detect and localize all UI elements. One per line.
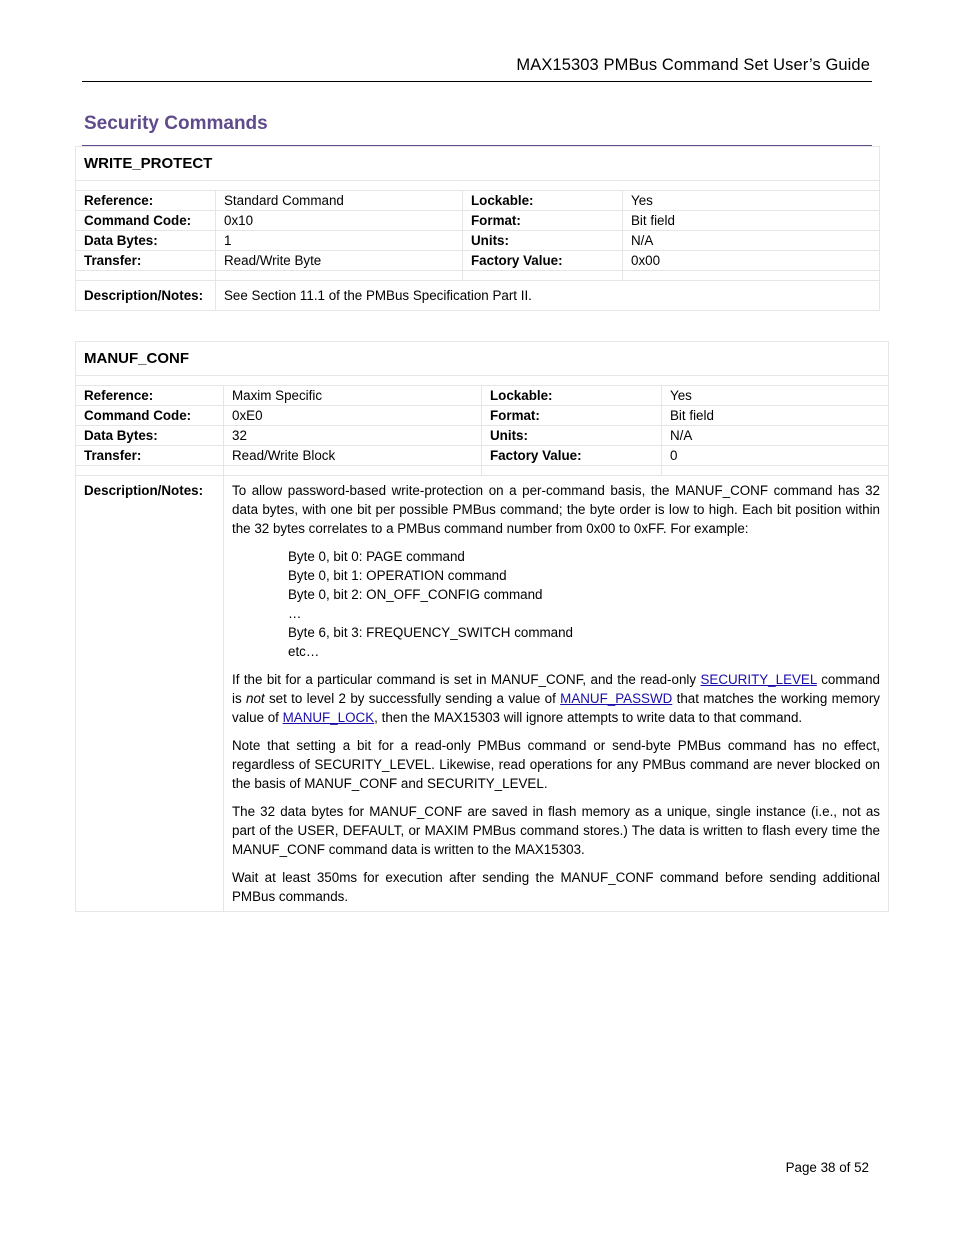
field-value: N/A: [662, 426, 889, 446]
table-title-row: [76, 342, 889, 376]
command-name: MANUF_CONF: [76, 342, 889, 376]
spacer-row: [76, 271, 880, 281]
field-label: Data Bytes:: [76, 231, 216, 251]
spacer-row: [76, 376, 889, 386]
field-label: Units:: [463, 231, 623, 251]
security-level-link[interactable]: SECURITY_LEVEL: [700, 672, 817, 687]
description-label: Description/Notes:: [76, 281, 216, 311]
field-value: Read/Write Byte: [216, 251, 463, 271]
list-item: Byte 0, bit 0: PAGE command: [288, 549, 465, 564]
table-row: [76, 426, 889, 446]
document-header-title: MAX15303 PMBus Command Set User’s Guide: [516, 56, 870, 74]
field-label: Data Bytes:: [76, 426, 224, 446]
list-item: Byte 0, bit 1: OPERATION command: [288, 568, 507, 583]
field-value: Bit field: [623, 211, 880, 231]
list-item: etc…: [288, 644, 320, 659]
field-value: Maxim Specific: [224, 386, 482, 406]
field-label: Command Code:: [76, 406, 224, 426]
field-label: Transfer:: [76, 446, 224, 466]
field-label: Command Code:: [76, 211, 216, 231]
field-value: N/A: [623, 231, 880, 251]
text-span: , then the MAX15303 will ignore attempts to write data to that command.: [374, 710, 803, 725]
field-value: 32: [224, 426, 482, 446]
table-title-row: [76, 147, 880, 181]
table-row: [76, 406, 889, 426]
text-span: command is: [232, 672, 881, 706]
list-item: Byte 6, bit 3: FREQUENCY_SWITCH command: [288, 625, 573, 640]
description-text: See Section 11.1 of the PMBus Specification Part II.: [216, 281, 880, 311]
field-label: Transfer:: [76, 251, 216, 271]
description-paragraph: [232, 670, 880, 727]
table-row: [76, 386, 889, 406]
field-label: Reference:: [76, 386, 224, 406]
table-row: [76, 251, 880, 271]
manuf-conf-table: [75, 341, 889, 912]
table-row: [76, 446, 889, 466]
table-row: [76, 231, 880, 251]
description-paragraph: The 32 data bytes for MANUF_CONF are saved in flash memory as a unique, single instance (i.e., not as part of the USER, DEFAULT, or MAXIM PMBus command stores.) The data is written to flash every time the MANUF_CONF command data is written to the MAX15303.: [232, 804, 880, 857]
description-row: [76, 476, 889, 912]
field-label: Lockable:: [482, 386, 662, 406]
header-divider: [82, 81, 872, 82]
field-value: 1: [216, 231, 463, 251]
field-value: 0x10: [216, 211, 463, 231]
description-label: Description/Notes:: [76, 476, 224, 912]
description-paragraph: Note that setting a bit for a read-only PMBus command or send-byte PMBus command has no effect, regardless of SECURITY_LEVEL. Likewise, read operations for any PMBus command are never blocked on the basis of MANUF_CONF and SECURITY_LEVEL.: [232, 738, 880, 791]
manuf-passwd-link[interactable]: MANUF_PASSWD: [560, 691, 673, 706]
field-value: Yes: [662, 386, 889, 406]
list-item: …: [288, 606, 302, 621]
field-label: Units:: [482, 426, 662, 446]
description-paragraph: To allow password-based write-protection on a per-command basis, the MANUF_CONF command has 32 data bytes, with one bit per possible PMBus command; the byte order is low to high. Each bit position within the 32 bytes correlates to a PMBus command number from 0x00 to 0xFF. For example:: [232, 483, 880, 536]
field-value: Bit field: [662, 406, 889, 426]
field-value: Standard Command: [216, 191, 463, 211]
field-label: Reference:: [76, 191, 216, 211]
text-span: that matches the working memory value of: [232, 691, 880, 725]
field-label: Format:: [482, 406, 662, 426]
description-body: [224, 476, 889, 912]
field-value: 0x00: [623, 251, 880, 271]
spacer-row: [76, 466, 889, 476]
write-protect-table: [75, 146, 880, 311]
manuf-lock-link[interactable]: MANUF_LOCK: [282, 710, 375, 725]
spacer-row: [76, 181, 880, 191]
table-row: [76, 191, 880, 211]
section-title: Security Commands: [84, 113, 268, 134]
list-item: Byte 0, bit 2: ON_OFF_CONFIG command: [288, 587, 543, 602]
field-label: Format:: [463, 211, 623, 231]
field-value: Yes: [623, 191, 880, 211]
example-list: [288, 547, 880, 661]
field-label: Factory Value:: [482, 446, 662, 466]
description-row: [76, 281, 880, 311]
table-row: [76, 211, 880, 231]
field-label: Factory Value:: [463, 251, 623, 271]
field-value: Read/Write Block: [224, 446, 482, 466]
page-number: Page 38 of 52: [785, 1160, 869, 1175]
emphasis-text: not: [246, 691, 265, 706]
field-value: 0xE0: [224, 406, 482, 426]
description-paragraph: Wait at least 350ms for execution after sending the MANUF_CONF command before sending additional PMBus commands.: [232, 870, 880, 904]
text-span: set to level 2 by successfully sending a value of: [264, 691, 561, 706]
text-span: If the bit for a particular command is set in MANUF_CONF, and the read-only: [232, 672, 701, 687]
field-label: Lockable:: [463, 191, 623, 211]
field-value: 0: [662, 446, 889, 466]
command-name: WRITE_PROTECT: [76, 147, 880, 181]
